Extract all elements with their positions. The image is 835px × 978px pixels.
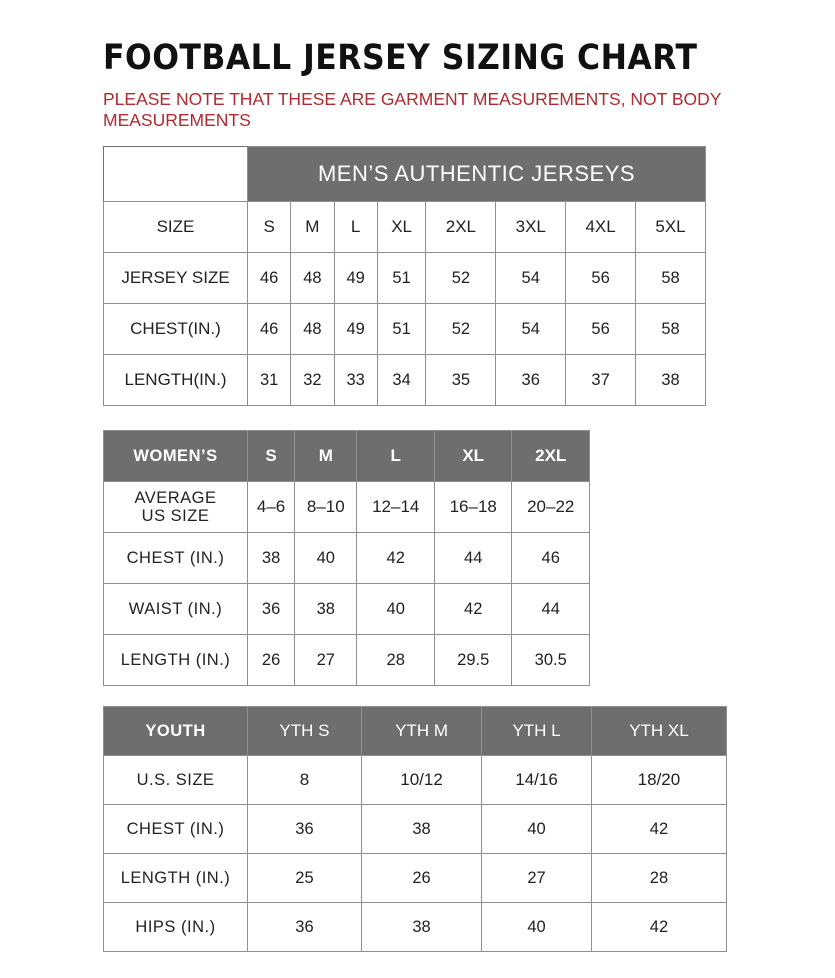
womens-average-size-row: [104, 482, 590, 533]
mens-size-header: M: [291, 202, 334, 253]
table-cell: 36: [248, 903, 362, 952]
table-cell: 51: [377, 253, 426, 304]
table-cell: 48: [291, 253, 334, 304]
youth-size-header: YTH XL: [591, 707, 726, 756]
womens-size-header: 2XL: [512, 431, 590, 482]
table-cell: 37: [566, 355, 636, 406]
row-label: HIPS (IN.): [104, 903, 248, 952]
table-cell: 58: [636, 304, 706, 355]
row-label: CHEST(IN.): [104, 304, 248, 355]
table-cell: 25: [248, 854, 362, 903]
youth-us-size-row: [104, 756, 727, 805]
table-cell: 48: [291, 304, 334, 355]
table-cell: 42: [357, 533, 435, 584]
womens-chest-row: [104, 533, 590, 584]
mens-size-header: 2XL: [426, 202, 496, 253]
table-cell: 18/20: [591, 756, 726, 805]
mens-size-header: L: [334, 202, 377, 253]
mens-size-header: S: [248, 202, 291, 253]
table-cell: 40: [295, 533, 357, 584]
table-cell: 38: [248, 533, 295, 584]
mens-banner-title: MEN’S AUTHENTIC JERSEYS: [248, 147, 706, 202]
youth-size-header: YTH S: [248, 707, 362, 756]
row-label-line: US SIZE: [141, 507, 210, 525]
table-cell: 40: [482, 805, 592, 854]
row-label-line: AVERAGE: [134, 489, 217, 507]
mens-banner-spacer: [104, 147, 248, 202]
table-cell: 44: [434, 533, 512, 584]
mens-length-row: [104, 355, 706, 406]
table-cell: 8: [248, 756, 362, 805]
table-cell: 46: [248, 253, 291, 304]
table-cell: 33: [334, 355, 377, 406]
mens-size-header: 3XL: [496, 202, 566, 253]
row-label: LENGTH (IN.): [104, 635, 248, 686]
womens-size-header: L: [357, 431, 435, 482]
mens-size-label: SIZE: [104, 202, 248, 253]
table-cell: 12–14: [357, 482, 435, 533]
womens-waist-row: [104, 584, 590, 635]
measurement-note: PLEASE NOTE THAT THESE ARE GARMENT MEASUREMENTS, NOT BODY MEASUREMENTS: [103, 89, 722, 130]
table-cell: 26: [361, 854, 481, 903]
mens-size-row: [104, 202, 706, 253]
table-cell: 38: [636, 355, 706, 406]
youth-hips-row: [104, 903, 727, 952]
table-cell: 31: [248, 355, 291, 406]
womens-size-table: [103, 430, 590, 686]
table-cell: 42: [434, 584, 512, 635]
row-label: CHEST (IN.): [104, 805, 248, 854]
womens-length-row: [104, 635, 590, 686]
table-cell: 40: [482, 903, 592, 952]
womens-header-row: [104, 431, 590, 482]
mens-size-header: 5XL: [636, 202, 706, 253]
table-cell: 52: [426, 253, 496, 304]
table-cell: 54: [496, 304, 566, 355]
youth-header-row: [104, 707, 727, 756]
row-label: U.S. SIZE: [104, 756, 248, 805]
table-cell: 16–18: [434, 482, 512, 533]
table-cell: 28: [591, 854, 726, 903]
table-cell: 20–22: [512, 482, 590, 533]
table-cell: 42: [591, 903, 726, 952]
youth-size-table: [103, 706, 727, 952]
table-cell: 42: [591, 805, 726, 854]
table-cell: 35: [426, 355, 496, 406]
womens-size-header: XL: [434, 431, 512, 482]
table-cell: 28: [357, 635, 435, 686]
mens-size-header: 4XL: [566, 202, 636, 253]
mens-size-header: XL: [377, 202, 426, 253]
youth-header-label: YOUTH: [104, 707, 248, 756]
table-cell: 56: [566, 304, 636, 355]
table-cell: 52: [426, 304, 496, 355]
row-label: WAIST (IN.): [104, 584, 248, 635]
womens-size-header: M: [295, 431, 357, 482]
table-cell: 54: [496, 253, 566, 304]
table-cell: 36: [248, 805, 362, 854]
table-cell: 27: [482, 854, 592, 903]
table-cell: 32: [291, 355, 334, 406]
table-cell: 40: [357, 584, 435, 635]
table-cell: 38: [361, 805, 481, 854]
table-cell: 30.5: [512, 635, 590, 686]
table-cell: 56: [566, 253, 636, 304]
table-cell: 36: [496, 355, 566, 406]
page-title: FOOTBALL JERSEY SIZING CHART: [103, 38, 698, 78]
table-cell: 38: [295, 584, 357, 635]
table-cell: 8–10: [295, 482, 357, 533]
youth-chest-row: [104, 805, 727, 854]
mens-jersey-size-row: [104, 253, 706, 304]
table-cell: 34: [377, 355, 426, 406]
womens-header-label: WOMEN’S: [104, 431, 248, 482]
table-cell: 44: [512, 584, 590, 635]
row-label: [104, 482, 248, 533]
row-label: CHEST (IN.): [104, 533, 248, 584]
table-cell: 27: [295, 635, 357, 686]
mens-chest-row: [104, 304, 706, 355]
row-label: LENGTH(IN.): [104, 355, 248, 406]
table-cell: 29.5: [434, 635, 512, 686]
table-cell: 49: [334, 304, 377, 355]
table-cell: 10/12: [361, 756, 481, 805]
table-cell: 38: [361, 903, 481, 952]
table-cell: 49: [334, 253, 377, 304]
row-label: LENGTH (IN.): [104, 854, 248, 903]
table-cell: 46: [512, 533, 590, 584]
youth-length-row: [104, 854, 727, 903]
mens-size-table: [103, 146, 706, 406]
table-cell: 46: [248, 304, 291, 355]
youth-size-header: YTH M: [361, 707, 481, 756]
table-cell: 26: [248, 635, 295, 686]
table-cell: 58: [636, 253, 706, 304]
table-cell: 36: [248, 584, 295, 635]
table-cell: 4–6: [248, 482, 295, 533]
mens-banner-row: [104, 147, 706, 202]
youth-size-header: YTH L: [482, 707, 592, 756]
table-cell: 51: [377, 304, 426, 355]
womens-size-header: S: [248, 431, 295, 482]
table-cell: 14/16: [482, 756, 592, 805]
row-label: JERSEY SIZE: [104, 253, 248, 304]
